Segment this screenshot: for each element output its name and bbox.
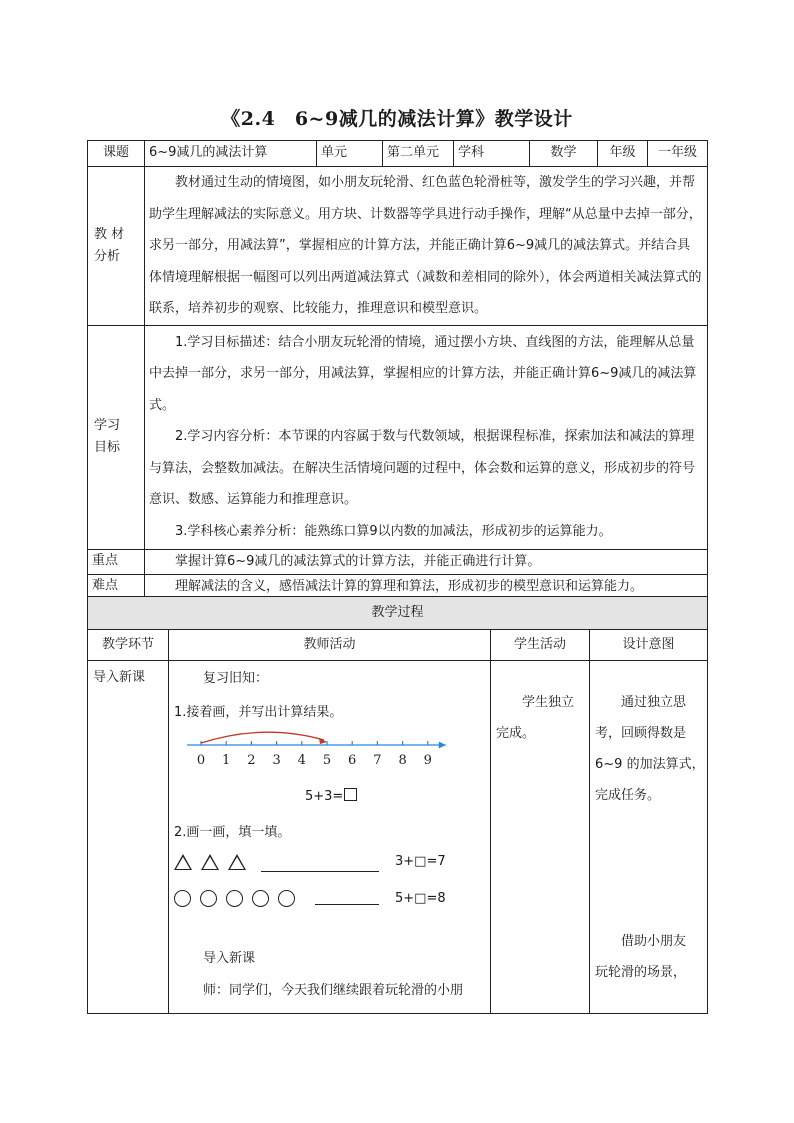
- difficulty-text: 理解减法的含义，感悟减法计算的算理和算法，形成初步的模型意识和运算能力。: [175, 578, 644, 594]
- unit-label: 单元: [317, 141, 383, 167]
- col-stage: 教学环节: [88, 630, 169, 661]
- review-heading: 复习旧知：: [203, 671, 269, 686]
- process-body-row: [88, 661, 708, 1014]
- student-line-2: 完成。: [496, 726, 536, 741]
- course-label: 课题: [88, 141, 145, 167]
- tick-label: 9: [423, 753, 432, 768]
- answer-line-2: [315, 904, 379, 905]
- triangle-icon: [201, 854, 219, 870]
- circle-icon: [278, 890, 295, 907]
- equation-1-text: 5+3=: [305, 789, 344, 804]
- circle-row: [174, 890, 295, 907]
- circle-icon: [252, 890, 269, 907]
- intent-line-1: 通过独立思: [621, 695, 687, 710]
- goals-label-line1: 学习: [94, 418, 121, 433]
- tick-label: 5: [322, 753, 332, 768]
- material-label: [88, 167, 145, 326]
- student-activity: [491, 661, 589, 749]
- tick-label: 4: [297, 753, 306, 768]
- col-teacher: 教师活动: [169, 630, 491, 661]
- process-header-row: [88, 597, 708, 630]
- intent-line-3: 6~9 的加法算式，: [595, 757, 705, 772]
- empty-box-icon: [344, 788, 357, 801]
- goal-paragraph-1: 1.学习目标描述：结合小朋友玩轮滑的情境，通过摆小方块、直线图的方法，能理解从总量中去掉一部分，求另一部分，用减法算，掌握相应的计算方法，并能正确计算6~9减几的减法算式。: [149, 334, 697, 413]
- intent-line-6: 玩轮滑的场景，: [595, 965, 687, 980]
- difficulty-label: 难点: [88, 574, 145, 599]
- tick-label: 7: [373, 753, 382, 768]
- number-line: [169, 729, 491, 777]
- key-point-row: [88, 549, 708, 574]
- col-intent: 设计意图: [590, 630, 708, 661]
- arc-arrow-icon: [319, 738, 327, 744]
- material-text-cell: [145, 167, 708, 326]
- intent-line-2: 考，回顾得数是: [595, 726, 687, 741]
- unit-value: 第二单元: [383, 141, 454, 167]
- teaching-process-table: [87, 596, 708, 1014]
- key-point-label: 重点: [88, 549, 145, 574]
- learning-goals-row: [88, 325, 708, 549]
- goals-text-cell: [145, 325, 708, 549]
- material-text: 教材通过生动的情境图，如小朋友玩轮滑、红色蓝色轮滑桩等，激发学生的学习兴趣，并帮助学生理解减法的实际意义。用方块、计数器等学具进行动手操作，理解“从总量中去掉一部分，求另一部分，用减法算”，掌握相应的计算方法，并能正确计算6~9减几的减法算式。并结合具体情境理解根据一幅图可以列出两道减法算式（减数和差相同的除外），体会两道相关减法算式的联系，培养初步的观察、比较能力，推理意识和模型意识。: [149, 175, 702, 316]
- tick-label: 1: [222, 753, 231, 768]
- circle-icon: [226, 890, 243, 907]
- goal-paragraph-2: 2.学习内容分析：本节课的内容属于数与代数领域，根据课程标准，探索加法和减法的算理与算法，会整数加减法。在解决生活情境问题的过程中，体会数和运算的意义，形成初步的符号意识、数感、运算能力和推理意识。: [149, 429, 696, 508]
- material-label-line1: 教 材: [94, 226, 125, 242]
- grade-label: 年级: [598, 141, 648, 167]
- course-row: [88, 141, 708, 167]
- question-1: 1.接着画，并写出计算结果。: [174, 705, 343, 720]
- tick-label: 2: [247, 753, 256, 768]
- document-title: 《2.4 6~9减几的减法计算》教学设计: [221, 108, 573, 130]
- key-point-text: 掌握计算6~9减几的减法算式的计算方法，并能正确进行计算。: [175, 553, 541, 569]
- material-analysis-row: [88, 167, 708, 326]
- equation-3: 5+□=8: [395, 891, 446, 906]
- teacher-activity-cell: [169, 661, 491, 1014]
- course-value: 6~9减几的减法计算: [145, 141, 317, 167]
- triangle-row: [174, 854, 246, 870]
- teacher-talk: 师：同学们，今天我们继续跟着玩轮滑的小朋: [203, 983, 464, 998]
- jump-arc: [201, 732, 324, 743]
- process-header: 教学过程: [88, 597, 708, 630]
- intro-heading: 导入新课: [203, 951, 256, 966]
- lesson-info-table: [87, 140, 708, 600]
- circle-icon: [174, 890, 191, 907]
- material-label-line2: 分析: [94, 248, 121, 264]
- arrow-right-icon: [439, 742, 446, 749]
- intent-line-5: 借助小朋友: [621, 934, 687, 949]
- circle-icon: [200, 890, 217, 907]
- subject-label: 学科: [454, 141, 530, 167]
- goals-label: [88, 325, 145, 549]
- student-activity-cell: [491, 661, 590, 1014]
- subject-value: 数学: [530, 141, 598, 167]
- col-student: 学生活动: [491, 630, 590, 661]
- design-intent-cell: [590, 661, 708, 1014]
- goal-paragraph-3: 3.学科核心素养分析：能熟练口算9以内数的加减法，形成初步的运算能力。: [175, 523, 612, 539]
- teacher-activity: [169, 661, 490, 1013]
- equation-1: [305, 788, 357, 805]
- triangle-icon: [228, 854, 246, 870]
- equation-2: 3+□=7: [395, 854, 446, 869]
- process-column-headers: [88, 630, 708, 661]
- student-line-1: 学生独立: [522, 695, 575, 710]
- stage-name: 导入新课: [93, 670, 146, 685]
- question-2: 2.画一画，填一填。: [174, 825, 291, 840]
- tick-label: 8: [398, 753, 407, 768]
- goals-label-line2: 目标: [94, 440, 121, 455]
- answer-line-1: [261, 871, 379, 872]
- grade-value: 一年级: [648, 141, 708, 167]
- tick-label: 0: [196, 753, 206, 768]
- tick-label: 3: [272, 753, 281, 768]
- design-intent: [590, 661, 707, 988]
- stage-cell: [88, 661, 169, 1014]
- intent-line-4: 完成任务。: [595, 788, 661, 803]
- triangle-icon: [174, 854, 192, 870]
- tick-label: 6: [348, 753, 357, 768]
